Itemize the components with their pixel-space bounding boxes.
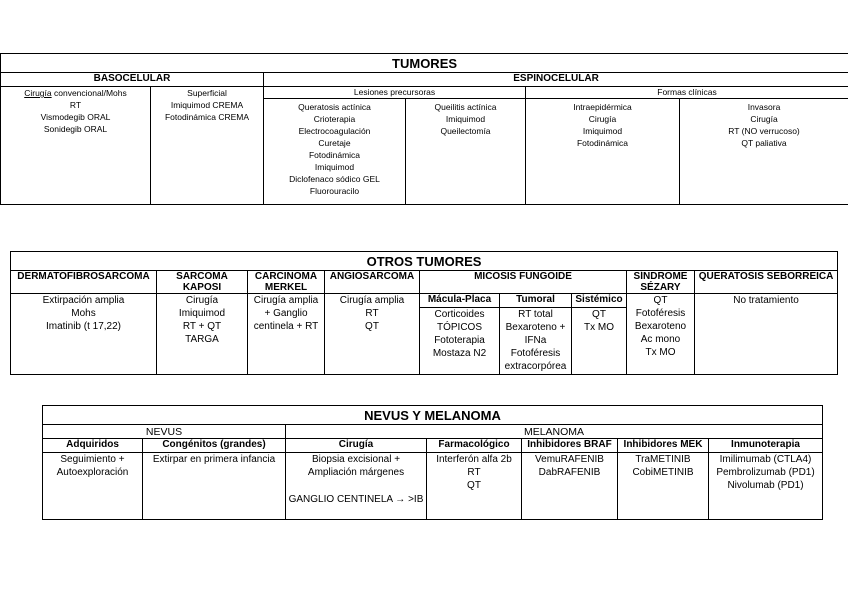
espinocelular-header: ESPINOCELULAR [264, 73, 848, 87]
queratosis-seborreica-item: No tratamiento [733, 295, 799, 306]
sezary-item: Tx MO [645, 347, 676, 358]
basocelular-header: BASOCELULAR [1, 73, 264, 87]
sistemico-header: Sistémico [572, 294, 627, 308]
macula-item: Mostaza N2 [432, 348, 487, 359]
queilitis-item: Imiquimod [445, 114, 486, 124]
angio-item: RT [365, 308, 379, 319]
ganglio-centinela-note: GANGLIO CENTINELA → >IB [288, 494, 424, 505]
invasora-column [680, 99, 848, 205]
farmacologico-item: QT [467, 480, 481, 491]
adquiridos-items [43, 453, 143, 520]
queilitis-item: Queilitis actínica [434, 102, 497, 112]
cirugia-item: Ampliación márgenes [307, 467, 405, 478]
otros-tumores-title: OTROS TUMORES [11, 252, 838, 271]
dermato-item: Imatinib (t 17,22) [45, 321, 122, 332]
formas-header: Formas clínicas [526, 87, 848, 99]
inmuno-item: Nivolumab (PD1) [727, 480, 804, 491]
kaposi-item: TARGA [185, 334, 219, 345]
superficial-item: Fotodinámica CREMA [164, 112, 250, 122]
tumoral-item: Bexaroteno + [505, 322, 566, 333]
adquiridos-item: Autoexploración [56, 467, 129, 478]
macula-item: Fototerapia [434, 335, 485, 346]
basocelular-item: Sonidegib ORAL [43, 124, 108, 134]
mek-items [618, 453, 709, 520]
macula-item: Corticoides [434, 309, 485, 320]
tumoral-item: RT total [518, 309, 553, 320]
intraepidermica-item: Intraepidérmica [573, 102, 632, 112]
mek-header: Inhibidores MEK [618, 439, 709, 453]
invasora-item: Invasora [747, 102, 781, 112]
queratosis-seborreica-header: QUERATOSIS SEBORREICA [695, 271, 838, 294]
tumoral-header: Tumoral [500, 294, 572, 308]
merkel-item: centinela + RT [253, 321, 319, 332]
superficial-item: Imiquimod CREMA [170, 100, 244, 110]
dermato-item: Extirpación amplia [42, 295, 125, 306]
farmacologico-item: RT [467, 467, 481, 478]
braf-item: VemuRAFENIB [535, 454, 604, 465]
sezary-item: Bexaroteno [634, 321, 687, 332]
tumoral-item: Fotoféresis [510, 348, 561, 359]
angio-item: Cirugía amplia [339, 295, 405, 306]
cirugia-underlined: Cirugía [24, 88, 52, 98]
basocelular-item: RT [69, 100, 82, 110]
nevus-melanoma-table [42, 405, 823, 520]
braf-items [522, 453, 618, 520]
sistemico-item: QT [592, 309, 606, 320]
merkel-item: + Ganglio [264, 308, 308, 319]
congenitos-item: Extirpar en primera infancia [152, 454, 276, 465]
superficial-column [151, 87, 264, 205]
micosis-header: MICOSIS FUNGOIDE [420, 271, 627, 294]
cirugia-spacer [288, 479, 424, 493]
adquiridos-header: Adquiridos [43, 439, 143, 453]
mek-item: CobiMETINIB [632, 467, 694, 478]
adquiridos-item: Seguimiento + [60, 454, 125, 465]
inmuno-item: Pembrolizumab (PD1) [716, 467, 815, 478]
queratosis-item: Crioterapia [313, 114, 356, 124]
cirugia-items [286, 453, 427, 520]
sistemico-item: Tx MO [584, 322, 614, 333]
dermato-items [11, 294, 157, 375]
nevus-melanoma-title: NEVUS Y MELANOMA [43, 406, 823, 425]
inmuno-items [709, 453, 823, 520]
queilitis-column [406, 99, 526, 205]
queratosis-item: Queratosis actínica [298, 102, 371, 112]
queratosis-item: Electrocoagulación [298, 126, 371, 136]
tumores-table [0, 53, 848, 205]
tumoral-item: IFNa [524, 335, 547, 346]
merkel-item: Cirugía amplia [253, 295, 319, 306]
tumoral-item: extracorpórea [504, 361, 567, 372]
tumoral-items [500, 308, 572, 375]
sezary-item: QT [653, 295, 668, 306]
sezary-items [627, 294, 695, 375]
dermato-item: Mohs [71, 308, 96, 319]
queratosis-item: Imiquimod [314, 162, 355, 172]
invasora-item: QT paliativa [741, 138, 787, 148]
intraepidermica-item: Fotodinámica [576, 138, 629, 148]
kaposi-item: Imiquimod [178, 308, 226, 319]
queratosis-item: Diclofenaco sódico GEL [289, 174, 380, 184]
merkel-header: CARCINOMA MERKEL [248, 271, 325, 294]
kaposi-items [157, 294, 248, 375]
macula-item: TÓPICOS [436, 322, 482, 333]
braf-header: Inhibidores BRAF [522, 439, 618, 453]
queratosis-item: Fotodinámica [308, 150, 361, 160]
kaposi-header: SARCOMA KAPOSI [157, 271, 248, 294]
sezary-item: Fotoféresis [635, 308, 686, 319]
queratosis-seborreica-items [695, 294, 838, 375]
intraepidermica-item: Imiquimod [582, 126, 623, 136]
sezary-item: Ac mono [640, 334, 681, 345]
cirugia-header: Cirugía [286, 439, 427, 453]
basocelular-item [3, 87, 148, 99]
invasora-item: RT (NO verrucoso) [728, 126, 800, 136]
invasora-item: Cirugía [750, 114, 778, 124]
macula-items [420, 308, 500, 375]
melanoma-header: MELANOMA [286, 425, 823, 439]
basocelular-item: Vismodegib ORAL [40, 112, 111, 122]
queratosis-item: Fluorouracilo [309, 186, 360, 196]
nevus-header: NEVUS [43, 425, 286, 439]
angio-header: ANGIOSARCOMA [325, 271, 420, 294]
otros-tumores-table [10, 251, 838, 375]
angio-items [325, 294, 420, 375]
merkel-items [248, 294, 325, 375]
basocelular-treatments [1, 87, 151, 205]
queratosis-item: Curetaje [318, 138, 351, 148]
lesiones-header: Lesiones precursoras [264, 87, 526, 99]
queratosis-column [264, 99, 406, 205]
inmuno-header: Inmunoterapia [709, 439, 823, 453]
macula-header: Mácula-Placa [420, 294, 500, 308]
inmuno-item: Imilimumab (CTLA4) [719, 454, 812, 465]
sezary-header: SÍNDROME SÉZARY [627, 271, 695, 294]
angio-item: QT [365, 321, 379, 332]
basocelular-item-rest: convencional/Mohs [51, 88, 127, 98]
intraepidermica-item: Cirugía [588, 114, 617, 124]
kaposi-item: Cirugía [185, 295, 219, 306]
farmacologico-header: Farmacológico [427, 439, 522, 453]
farmacologico-items [427, 453, 522, 520]
kaposi-item: RT + QT [182, 321, 222, 332]
congenitos-items [143, 453, 286, 520]
farmacologico-item: Interferón alfa 2b [436, 454, 512, 465]
mek-item: TraMETINIB [635, 454, 691, 465]
dermato-header: DERMATOFIBROSARCOMA [11, 271, 157, 294]
cirugia-item: Biopsia excisional + [311, 454, 401, 465]
intraepidermica-column [526, 99, 680, 205]
queilitis-item: Queilectomía [440, 126, 491, 136]
superficial-header: Superficial [187, 88, 227, 98]
tumores-title: TUMORES [1, 54, 848, 73]
sistemico-items [572, 308, 627, 375]
braf-item: DabRAFENIB [538, 467, 601, 478]
congenitos-header: Congénitos (grandes) [143, 439, 286, 453]
